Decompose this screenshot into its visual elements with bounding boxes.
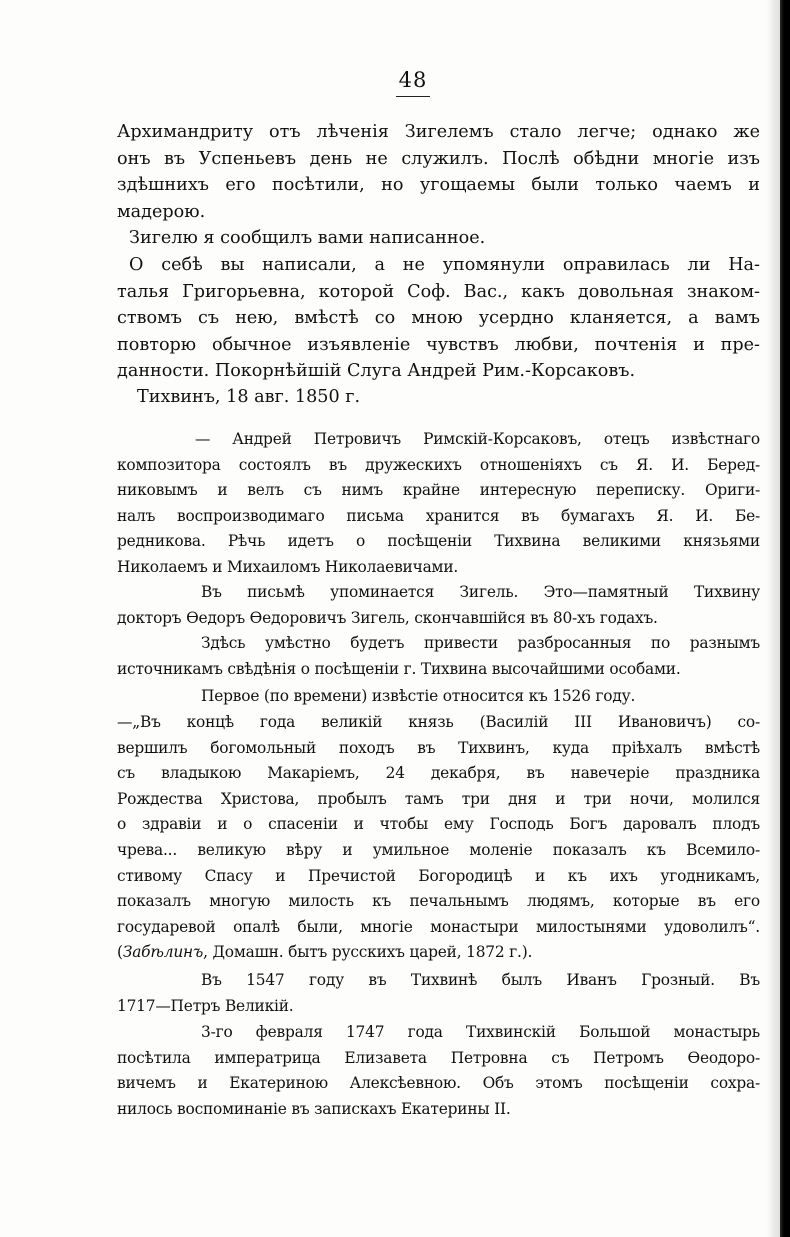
note-line: посѣтила императрица Елизавета Петровна съ Петромъ Ѳеодоро-: [117, 1048, 760, 1067]
letter-line: ствомъ съ нею, вмѣстѣ со мною усердно кланяется, а вамъ: [117, 308, 760, 329]
letter-line: здѣшнихъ его посѣтили, но угощаемы были только чаемъ и: [117, 175, 760, 196]
note-paragraph-3: [117, 631, 760, 682]
note-paragraph-1: [117, 427, 760, 581]
quote-source: [117, 940, 760, 966]
note-line: 1717—Петръ Великій.: [117, 996, 294, 1015]
note-paragraph-2: [117, 580, 760, 631]
note-line: Здѣсь умѣстно будетъ привести разбросанныя по разнымъ: [201, 634, 760, 652]
quote-line: вершилъ богомольный походъ въ Тихвинъ, куда пріѣхалъ вмѣстѣ: [117, 738, 760, 757]
letter-signature: [117, 384, 760, 411]
quote-line: показалъ многую милость къ печальнымъ людямъ, которые въ его: [117, 892, 760, 911]
note-line: Николаемъ и Михаиломъ Николаевичами.: [117, 557, 459, 576]
note-line: Въ 1547 году въ Тихвинѣ былъ Иванъ Грозный. Въ: [201, 971, 760, 989]
note-paragraph-6: [117, 1020, 760, 1122]
note-line: редникова. Рѣчь идетъ о посѣщеніи Тихвина великими князьями: [117, 532, 760, 551]
spine-shadow: [766, 0, 780, 1237]
book-spine: [780, 0, 790, 1237]
note-line: налъ воспроизводимаго письма хранится въ бумагахъ Я. И. Бе-: [117, 506, 760, 525]
note-line: Первое (по времени) извѣстіе относится къ 1526 году.: [201, 687, 636, 705]
letter-line: повторю обычное изъявленіе чувствъ любви, почтенія и пре-: [117, 334, 760, 355]
letter-text: [117, 119, 760, 385]
quote-line: чрева... великую вѣру и умильное моленіе показалъ къ Всемило-: [117, 840, 760, 859]
note-line: докторъ Ѳедоръ Ѳедоровичъ Зигель, скончавшійся въ 80-хъ годахъ.: [117, 608, 658, 627]
letter-line: талья Григорьевна, которой Соф. Вас., какъ довольная знаком-: [117, 281, 760, 302]
note-line: вичемъ и Екатериною Алексѣевною. Объ этомъ посѣщеніи сохра-: [117, 1074, 760, 1093]
letter-line: О себѣ вы написали, а не упомянули оправилась ли На-: [129, 254, 760, 275]
note-paragraph-5: [117, 968, 760, 1019]
note-line: композитора состоялъ въ дружескихъ отношеніяхъ съ Я. И. Беред-: [117, 455, 760, 474]
quote-line: Рождества Христова, пробылъ тамъ три дня и три ночи, молился: [117, 789, 760, 808]
page-number-rule: [396, 96, 430, 97]
letter-line: Зигелю я сообщилъ вами написанное.: [129, 228, 486, 249]
source-open-paren: (: [117, 943, 123, 962]
letter-line: данности. Покорнѣйшій Слуга Андрей Рим.-Корсаковъ.: [117, 361, 636, 382]
letter-line: Архимандриту отъ лѣченія Зигелемъ стало легче; однако же: [117, 122, 760, 142]
source-author: Забѣлинъ: [122, 943, 204, 962]
source-details: , Домашн. бытъ русскихъ царей, 1872 г.).: [203, 943, 533, 962]
quote-line: съ владыкою Макаріемъ, 24 декабря, въ навечеріе праздника: [117, 764, 760, 783]
quote-line: стивому Спасу и Пречистой Богородицѣ и къ ихъ угодникамъ,: [117, 866, 760, 885]
letter-place-date: Тихвинъ, 18 авг. 1850 г.: [137, 387, 361, 407]
note-line: нилось воспоминаніе въ запискахъ Екатерины II.: [117, 1099, 511, 1118]
quote-line: о здравіи и о спасеніи и чтобы ему Господь Богъ даровалъ плодъ: [117, 815, 760, 834]
note-line: источникамъ свѣдѣнія о посѣщеніи г. Тихвина высочайшими особами.: [117, 659, 681, 678]
note-line: Въ письмѣ упоминается Зигель. Это—памятный Тихвину: [201, 583, 760, 601]
quote-line: государевой опалѣ были, многіе монастыри милостынями удоволилъ“.: [117, 917, 760, 936]
page-number: 48: [398, 68, 428, 92]
letter-line: онъ въ Успеньевъ день не служилъ. Послѣ обѣдни многіе изъ: [117, 148, 760, 169]
note-paragraph-4: [117, 684, 760, 710]
note-line: 3-го февраля 1747 года Тихвинскій Большой монастырь: [201, 1023, 760, 1041]
letter-line: мадерою.: [117, 201, 206, 222]
note-quote: [117, 710, 760, 966]
note-line: — Андрей Петровичъ Римскій-Корсаковъ, отецъ извѣстнаго: [195, 430, 760, 448]
note-line: никовымъ и велъ съ нимъ крайне интересную переписку. Ориги-: [117, 481, 760, 500]
quote-line: —„Въ концѣ года великій князь (Василій III Ивановичъ) со-: [117, 713, 760, 731]
